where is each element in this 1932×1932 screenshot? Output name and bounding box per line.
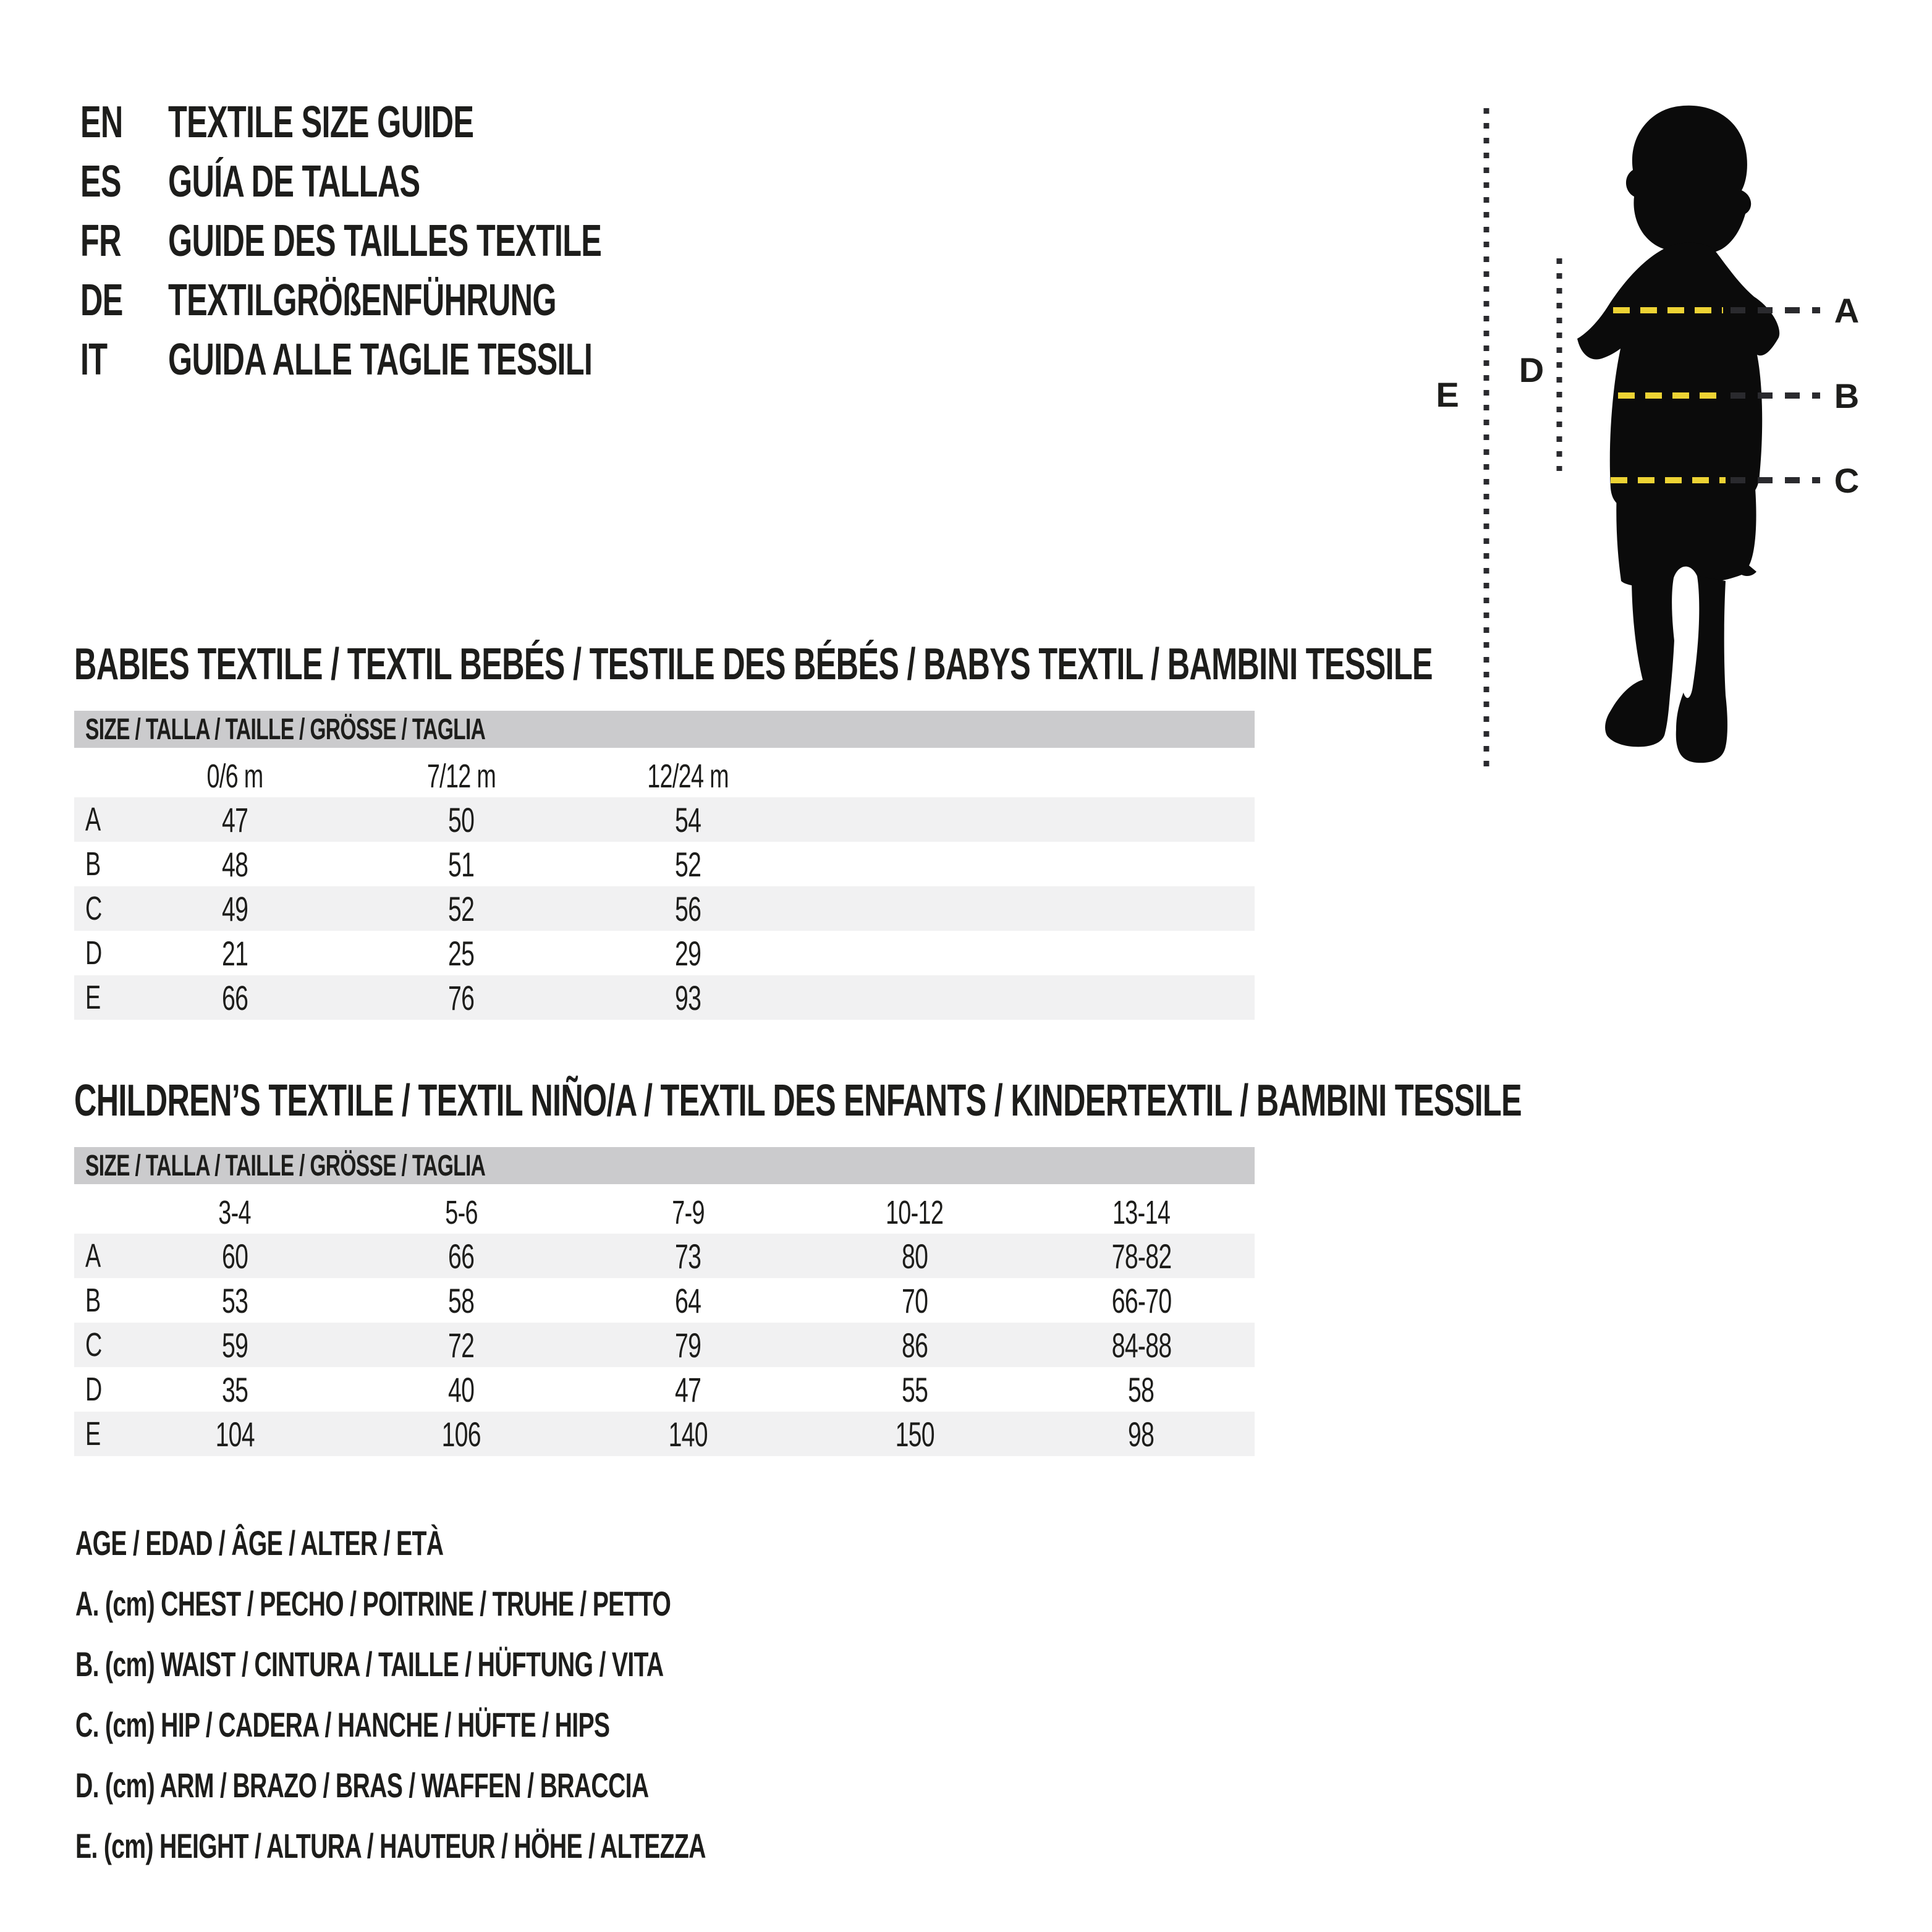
cell-value (802, 1281, 1028, 1321)
cell-value (1028, 1370, 1255, 1410)
cell-value (575, 1414, 802, 1454)
row-label-text: A (85, 801, 101, 838)
cell-value (575, 800, 802, 840)
cell-text: 52 (448, 889, 475, 928)
legend-text: E. (cm) HEIGHT / ALTURA / HAUTEUR / HÖHE / ALTEZZA (75, 1826, 706, 1865)
column-header (802, 1193, 1028, 1232)
cell-text: 48 (221, 844, 248, 884)
language-title-block (80, 93, 787, 389)
legend-text: A. (cm) CHEST / PECHO / POITRINE / TRUHE / PETTO (75, 1584, 671, 1623)
lang-code (80, 97, 168, 148)
column-header-text: 3-4 (218, 1194, 252, 1231)
column-header (1028, 1193, 1255, 1232)
measurement-figure (1421, 93, 1891, 803)
column-header (575, 1193, 802, 1232)
column-header (348, 757, 575, 795)
cell-value (121, 1281, 348, 1321)
cell-value (121, 1414, 348, 1454)
lang-title-text: TEXTILGRÖßENFÜHRUNG (168, 276, 556, 325)
legend-line-age (75, 1513, 976, 1574)
cell-text: 59 (221, 1325, 248, 1365)
babies-column-header-row (74, 755, 1255, 797)
lang-title-text: TEXTILE SIZE GUIDE (168, 98, 474, 147)
column-header-text: 5-6 (445, 1194, 478, 1231)
cell-text: 25 (448, 933, 475, 973)
cell-text: 58 (1128, 1370, 1155, 1409)
table-row-e (74, 1412, 1255, 1456)
cell-value (121, 800, 348, 840)
legend-line-hip (75, 1695, 976, 1755)
figure-label-c: C (1834, 461, 1860, 500)
row-label-text: C (85, 890, 102, 927)
row-label-text: D (85, 934, 102, 972)
cell-value (575, 978, 802, 1018)
lang-title (168, 334, 774, 385)
children-section-heading (74, 1074, 1932, 1127)
cell-value (575, 1325, 802, 1365)
silhouette-torso (1577, 242, 1779, 511)
cell-text: 72 (448, 1325, 475, 1365)
children-size-header-band (74, 1147, 1255, 1184)
figure-label-e: E (1436, 375, 1459, 414)
cell-value (121, 933, 348, 973)
table-row-b (74, 842, 1255, 886)
cell-text: 56 (675, 889, 701, 928)
cell-text: 79 (675, 1325, 701, 1365)
row-label (74, 978, 121, 1017)
lang-code-text: FR (80, 216, 121, 266)
row-label-text: E (85, 1415, 101, 1452)
cell-text: 66 (448, 1236, 475, 1276)
babies-size-table (74, 711, 1255, 1020)
legend-text: D. (cm) ARM / BRAZO / BRAS / WAFFEN / BRACCIA (75, 1766, 649, 1805)
cell-text: 50 (448, 800, 475, 839)
legend-line-height (75, 1816, 976, 1876)
cell-value (348, 933, 575, 973)
cell-value (121, 1370, 348, 1410)
silhouette-head (1626, 106, 1751, 255)
lang-title (168, 156, 528, 207)
lang-title-text: GUIDE DES TAILLES TEXTILE (168, 216, 602, 266)
lang-code-text: IT (80, 335, 108, 384)
lang-code (80, 216, 168, 266)
cell-value (348, 1370, 575, 1410)
language-row-es (80, 152, 787, 211)
cell-text: 35 (221, 1370, 248, 1409)
cell-text: 58 (448, 1281, 475, 1320)
cell-text: 84-88 (1111, 1325, 1171, 1365)
cell-text: 150 (895, 1414, 934, 1454)
lang-title-text: GUIDA ALLE TAGLIE TESSILI (168, 335, 593, 384)
column-header-text: 7-9 (671, 1194, 705, 1231)
cell-text: 60 (221, 1236, 248, 1276)
figure-label-d: D (1519, 350, 1544, 389)
language-row-de (80, 271, 787, 330)
cell-value (575, 1236, 802, 1276)
cell-value (575, 1370, 802, 1410)
cell-text: 47 (675, 1370, 701, 1409)
legend-text: C. (cm) HIP / CADERA / HANCHE / HÜFTE / HIPS (75, 1705, 610, 1744)
children-column-header-row (74, 1192, 1255, 1234)
row-label (74, 1370, 121, 1409)
cell-value (348, 889, 575, 929)
lang-code (80, 156, 168, 207)
cell-text: 104 (215, 1414, 255, 1454)
size-header-label: SIZE / TALLA / TAILLE / GRÖSSE / TAGLIA (85, 713, 486, 746)
cell-value (802, 1325, 1028, 1365)
cell-value (121, 844, 348, 884)
row-label (74, 1237, 121, 1275)
cell-text: 106 (441, 1414, 481, 1454)
cell-value (802, 1370, 1028, 1410)
row-label (74, 845, 121, 883)
cell-value (121, 978, 348, 1018)
table-row-c (74, 1323, 1255, 1367)
babies-section-heading (74, 638, 1932, 691)
table-row-e (74, 975, 1255, 1020)
cell-text: 29 (675, 933, 701, 973)
legend-text: AGE / EDAD / ÂGE / ALTER / ETÀ (75, 1523, 444, 1562)
lang-title (168, 275, 722, 326)
cell-value (575, 1281, 802, 1321)
cell-text: 80 (901, 1236, 928, 1276)
cell-value (348, 1281, 575, 1321)
column-header-text: 10-12 (886, 1194, 944, 1231)
cell-text: 49 (221, 889, 248, 928)
table-row-c (74, 886, 1255, 931)
lang-code-text: DE (80, 276, 123, 325)
row-label-text: B (85, 845, 101, 883)
cell-text: 93 (675, 978, 701, 1017)
babies-heading-text: BABIES TEXTILE / TEXTIL BEBÉS / TESTILE DES BÉBÉS / BABYS TEXTIL / BAMBINI TESSILE (74, 640, 1433, 689)
cell-value (121, 889, 348, 929)
cell-value (348, 800, 575, 840)
cell-value (348, 844, 575, 884)
figure-svg (1421, 93, 1891, 803)
children-heading-text: CHILDREN’S TEXTILE / TEXTIL NIÑO/A / TEXTIL DES ENFANTS / KINDERTEXTIL / BAMBINI TESSILE (74, 1076, 1522, 1125)
cell-text: 21 (221, 933, 248, 973)
cell-text: 40 (448, 1370, 475, 1409)
cell-value (121, 1236, 348, 1276)
cell-value (348, 978, 575, 1018)
cell-text: 78-82 (1111, 1236, 1171, 1276)
lang-code (80, 334, 168, 385)
cell-text: 66-70 (1111, 1281, 1171, 1320)
column-header (121, 1193, 348, 1232)
column-header (575, 757, 802, 795)
table-spacer (74, 748, 1255, 755)
row-label-text: B (85, 1282, 101, 1319)
lang-title (168, 97, 604, 148)
cell-text: 140 (668, 1414, 708, 1454)
legend-line-chest (75, 1574, 976, 1634)
cell-text: 86 (901, 1325, 928, 1365)
cell-value (1028, 1281, 1255, 1321)
babies-size-header-band (74, 711, 1255, 748)
table-row-d (74, 1367, 1255, 1412)
cell-value (348, 1236, 575, 1276)
table-spacer (74, 1184, 1255, 1192)
table-row-b (74, 1278, 1255, 1323)
column-header-text: 12/24 m (647, 758, 729, 795)
cell-value (802, 1414, 1028, 1454)
language-row-it (80, 330, 787, 389)
cell-text: 51 (448, 844, 475, 884)
cell-value (575, 933, 802, 973)
cell-value (802, 1236, 1028, 1276)
cell-value (1028, 1236, 1255, 1276)
cell-value (348, 1414, 575, 1454)
cell-value (348, 1325, 575, 1365)
column-header (348, 1193, 575, 1232)
lang-code (80, 275, 168, 326)
cell-text: 66 (221, 978, 248, 1017)
row-label (74, 1281, 121, 1320)
measurement-legend (75, 1513, 976, 1876)
lang-code-text: ES (80, 157, 121, 206)
cell-text: 55 (901, 1370, 928, 1409)
row-label (74, 1326, 121, 1364)
children-size-table (74, 1147, 1255, 1456)
row-label (74, 800, 121, 839)
legend-text: B. (cm) WAIST / CINTURA / TAILLE / HÜFTUNG / VITA (75, 1645, 664, 1684)
cell-text: 70 (901, 1281, 928, 1320)
column-header-text: 13-14 (1112, 1194, 1171, 1231)
legend-line-waist (75, 1634, 976, 1695)
lang-code-text: EN (80, 98, 123, 147)
row-label-text: C (85, 1326, 102, 1363)
figure-label-a: A (1834, 291, 1860, 330)
cell-value (121, 1325, 348, 1365)
row-label (74, 934, 121, 972)
cell-value (575, 844, 802, 884)
figure-label-b: B (1834, 376, 1860, 415)
language-row-fr (80, 211, 787, 271)
column-header-text: 7/12 m (426, 758, 496, 795)
cell-text: 64 (675, 1281, 701, 1320)
column-header-text: 0/6 m (206, 758, 263, 795)
column-header (121, 757, 348, 795)
cell-value (1028, 1414, 1255, 1454)
row-label-text: A (85, 1237, 101, 1274)
language-row-en (80, 93, 787, 152)
table-row-a (74, 1234, 1255, 1278)
row-label-text: D (85, 1371, 102, 1408)
cell-text: 52 (675, 844, 701, 884)
cell-text: 76 (448, 978, 475, 1017)
table-row-a (74, 797, 1255, 842)
table-row-d (74, 931, 1255, 975)
legend-line-arm (75, 1755, 976, 1816)
lang-title-text: GUÍA DE TALLAS (168, 157, 420, 206)
cell-text: 98 (1128, 1414, 1155, 1454)
cell-value (1028, 1325, 1255, 1365)
cell-text: 53 (221, 1281, 248, 1320)
lang-title (168, 216, 787, 266)
cell-text: 54 (675, 800, 701, 839)
cell-value (575, 889, 802, 929)
cell-text: 73 (675, 1236, 701, 1276)
size-header-label: SIZE / TALLA / TAILLE / GRÖSSE / TAGLIA (85, 1149, 486, 1182)
cell-text: 47 (221, 800, 248, 839)
row-label-text: E (85, 979, 101, 1016)
row-label (74, 889, 121, 928)
row-label (74, 1415, 121, 1453)
